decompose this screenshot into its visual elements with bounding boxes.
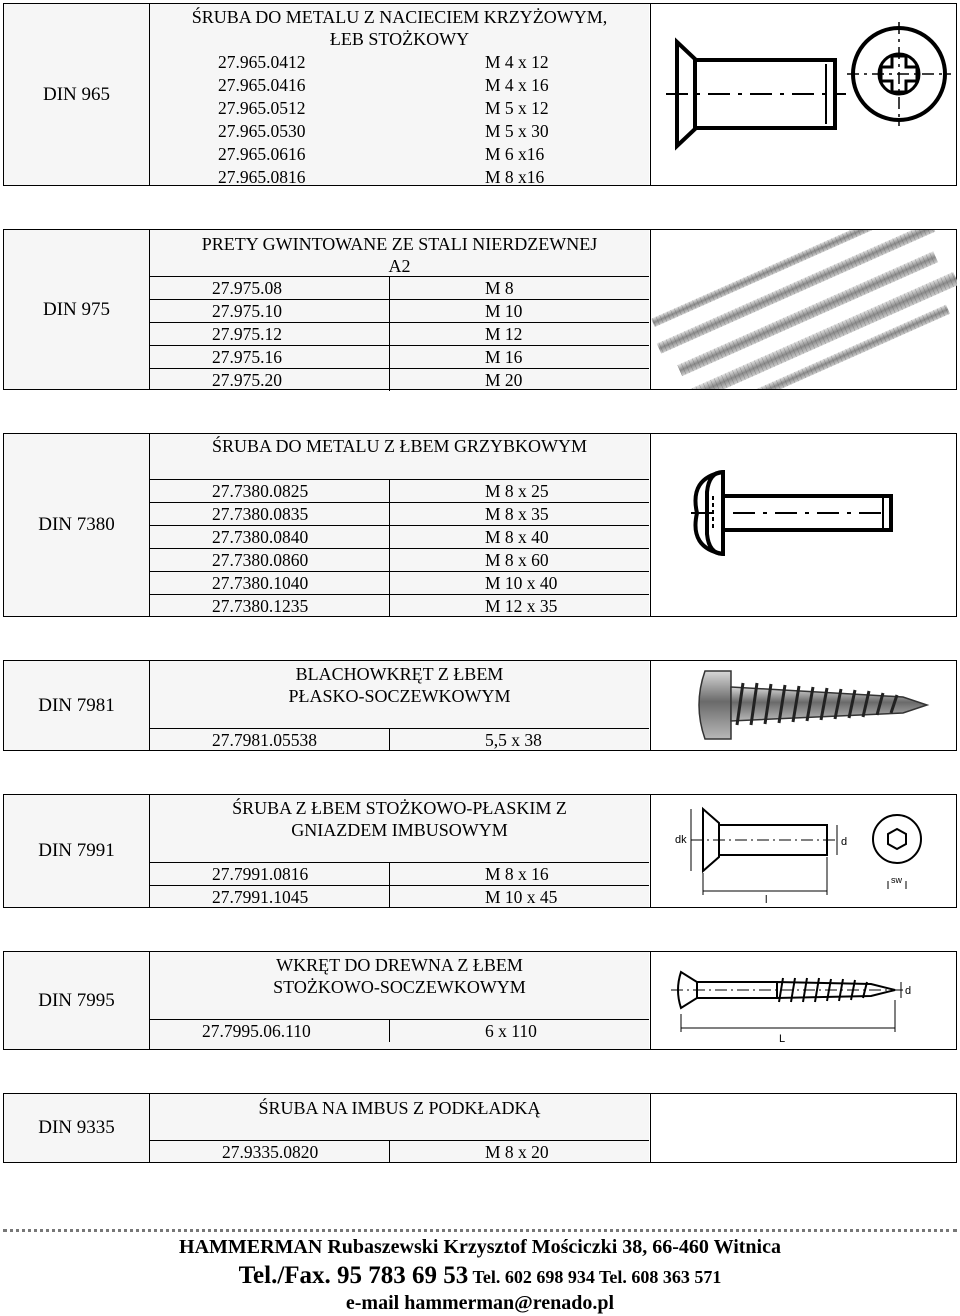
footer-mobile-phones: Tel. 602 698 934 Tel. 608 363 571 xyxy=(468,1267,722,1287)
product-code: 27.7995.06.110 xyxy=(202,1021,311,1041)
product-row xyxy=(150,548,649,571)
product-row xyxy=(150,479,649,502)
din-label: DIN 7991 xyxy=(4,795,150,907)
product-size: M 8 x 20 xyxy=(485,1142,549,1162)
product-code: 27.7380.0860 xyxy=(212,550,309,570)
product-title-line: ŚRUBA NA IMBUS Z PODKŁADKĄ xyxy=(258,1098,541,1118)
product-size: M 10 x 45 xyxy=(485,887,558,907)
product-block-din7981 xyxy=(3,660,957,751)
dimension-label-d: d xyxy=(841,836,848,848)
product-row xyxy=(150,166,649,188)
product-row xyxy=(150,594,649,617)
product-row xyxy=(150,525,649,548)
product-row xyxy=(150,502,649,525)
product-title-line: PRETY GWINTOWANE ZE STALI NIERDZEWNEJ xyxy=(201,234,598,254)
product-code: 27.965.0412 xyxy=(218,52,306,72)
product-code: 27.7380.0840 xyxy=(212,527,309,547)
dimension-label-dk: dk xyxy=(675,834,687,846)
product-row xyxy=(150,322,649,345)
footer-email: e-mail hammerman@renado.pl xyxy=(345,1292,615,1314)
product-code: 27.965.0512 xyxy=(218,98,306,118)
product-row xyxy=(150,74,649,96)
product-size: M 8 x 60 xyxy=(485,550,549,570)
product-code: 27.9335.0820 xyxy=(222,1142,319,1162)
product-title-line: PŁASKO-SOCZEWKOWYM xyxy=(288,686,511,706)
product-row xyxy=(150,885,649,908)
product-row xyxy=(150,120,649,142)
product-info xyxy=(150,952,649,1049)
footer-divider xyxy=(3,1229,957,1232)
product-size: M 6 x16 xyxy=(485,144,545,164)
product-code: 27.7991.1045 xyxy=(212,887,309,907)
product-title-line: ŚRUBA Z ŁBEM STOŻKOWO-PŁASKIM Z xyxy=(232,798,567,818)
footer-phones xyxy=(0,1262,960,1290)
product-title-line: ŚRUBA DO METALU Z ŁBEM GRZYBKOWYM xyxy=(211,436,588,456)
product-code: 27.7380.1235 xyxy=(212,596,309,616)
product-size: M 8 x 16 xyxy=(485,864,549,884)
product-size: M 4 x 12 xyxy=(485,52,549,72)
din-label: DIN 9335 xyxy=(4,1094,150,1162)
product-size: M 20 xyxy=(485,370,523,390)
din-label: DIN 7995 xyxy=(4,952,150,1049)
din-label: DIN 975 xyxy=(4,230,150,389)
product-row xyxy=(150,368,649,391)
product-code: 27.975.16 xyxy=(212,347,282,367)
product-block-din7380 xyxy=(3,433,957,617)
product-code: 27.7380.0825 xyxy=(212,481,309,501)
product-title-line: ŁEB STOŻKOWY xyxy=(329,29,470,49)
product-title-line: STOŻKOWO-SOCZEWKOWYM xyxy=(273,977,526,997)
product-size: M 8 x 40 xyxy=(485,527,549,547)
product-code: 27.975.20 xyxy=(212,370,282,390)
product-size: M 8 x 35 xyxy=(485,504,549,524)
product-size: 5,5 x 38 xyxy=(485,730,542,750)
product-code: 27.965.0616 xyxy=(218,144,306,164)
product-image-button-head-screw xyxy=(650,434,956,616)
din-label: DIN 7380 xyxy=(4,434,150,616)
product-size: M 10 xyxy=(485,301,523,321)
product-info xyxy=(150,661,649,750)
product-row xyxy=(150,571,649,594)
product-image-tapping-screw xyxy=(650,661,956,750)
product-row xyxy=(150,728,649,751)
product-block-din965 xyxy=(3,3,957,186)
product-code: 27.975.10 xyxy=(212,301,282,321)
product-title-line: ŚRUBA DO METALU Z NACIECIEM KRZYŻOWYM, xyxy=(191,7,608,27)
product-info xyxy=(150,1094,649,1162)
din-label: DIN 7981 xyxy=(4,661,150,750)
product-image-empty xyxy=(650,1094,956,1162)
product-title-line: WKRĘT DO DREWNA Z ŁBEM xyxy=(276,955,523,975)
product-title-line: BLACHOWKRĘT Z ŁBEM xyxy=(295,664,504,684)
product-size: M 5 x 12 xyxy=(485,98,549,118)
product-code: 27.965.0530 xyxy=(218,121,306,141)
product-info xyxy=(150,4,649,185)
product-block-din975 xyxy=(3,229,957,390)
product-row xyxy=(150,862,649,885)
din-label: DIN 965 xyxy=(4,4,150,185)
dimension-label-sw: sw xyxy=(891,875,902,885)
product-size: M 5 x 30 xyxy=(485,121,549,141)
product-code: 27.7380.1040 xyxy=(212,573,309,593)
product-size: M 12 x 35 xyxy=(485,596,558,616)
product-size: M 16 xyxy=(485,347,523,367)
product-size: M 8 x16 xyxy=(485,167,545,187)
product-size: M 4 x 16 xyxy=(485,75,549,95)
product-row xyxy=(150,276,649,299)
dimension-label-d: d xyxy=(905,985,912,997)
product-image-threaded-rods xyxy=(650,230,956,389)
product-size: M 12 xyxy=(485,324,523,344)
product-row xyxy=(150,143,649,165)
product-block-din7995 xyxy=(3,951,957,1050)
product-row xyxy=(150,345,649,368)
product-code: 27.975.08 xyxy=(212,278,282,298)
product-size: 6 x 110 xyxy=(485,1021,537,1041)
product-code: 27.965.0416 xyxy=(218,75,306,95)
footer-tel-fax: Tel./Fax. 95 783 69 53 xyxy=(238,1262,469,1289)
dimension-label-L: L xyxy=(779,1033,786,1045)
product-info xyxy=(150,434,649,616)
product-row xyxy=(150,51,649,73)
footer-company-address: HAMMERMAN Rubaszewski Krzysztof Mościczki 38, 66-460 Witnica xyxy=(179,1236,781,1258)
product-info xyxy=(150,795,649,907)
product-row xyxy=(150,1019,649,1042)
product-row xyxy=(150,1140,649,1163)
product-size: M 8 xyxy=(485,278,514,298)
product-code: 27.7380.0835 xyxy=(212,504,309,524)
dimension-label-l: l xyxy=(765,894,768,906)
product-title-line: GNIAZDEM IMBUSOWYM xyxy=(291,820,508,840)
product-size: M 8 x 25 xyxy=(485,481,549,501)
product-row xyxy=(150,299,649,322)
product-image-countersunk-screw xyxy=(650,4,956,185)
product-info xyxy=(150,230,649,389)
product-image-wood-screw-drawing xyxy=(650,952,956,1049)
product-row xyxy=(150,97,649,119)
product-code: 27.975.12 xyxy=(212,324,282,344)
product-image-countersunk-socket-screw-drawing xyxy=(650,795,956,907)
product-title-line: A2 xyxy=(388,256,411,276)
product-code: 27.7991.0816 xyxy=(212,864,309,884)
product-code: 27.7981.05538 xyxy=(212,730,317,750)
product-size: M 10 x 40 xyxy=(485,573,558,593)
product-block-din9335 xyxy=(3,1093,957,1163)
product-code: 27.965.0816 xyxy=(218,167,306,187)
product-block-din7991 xyxy=(3,794,957,908)
